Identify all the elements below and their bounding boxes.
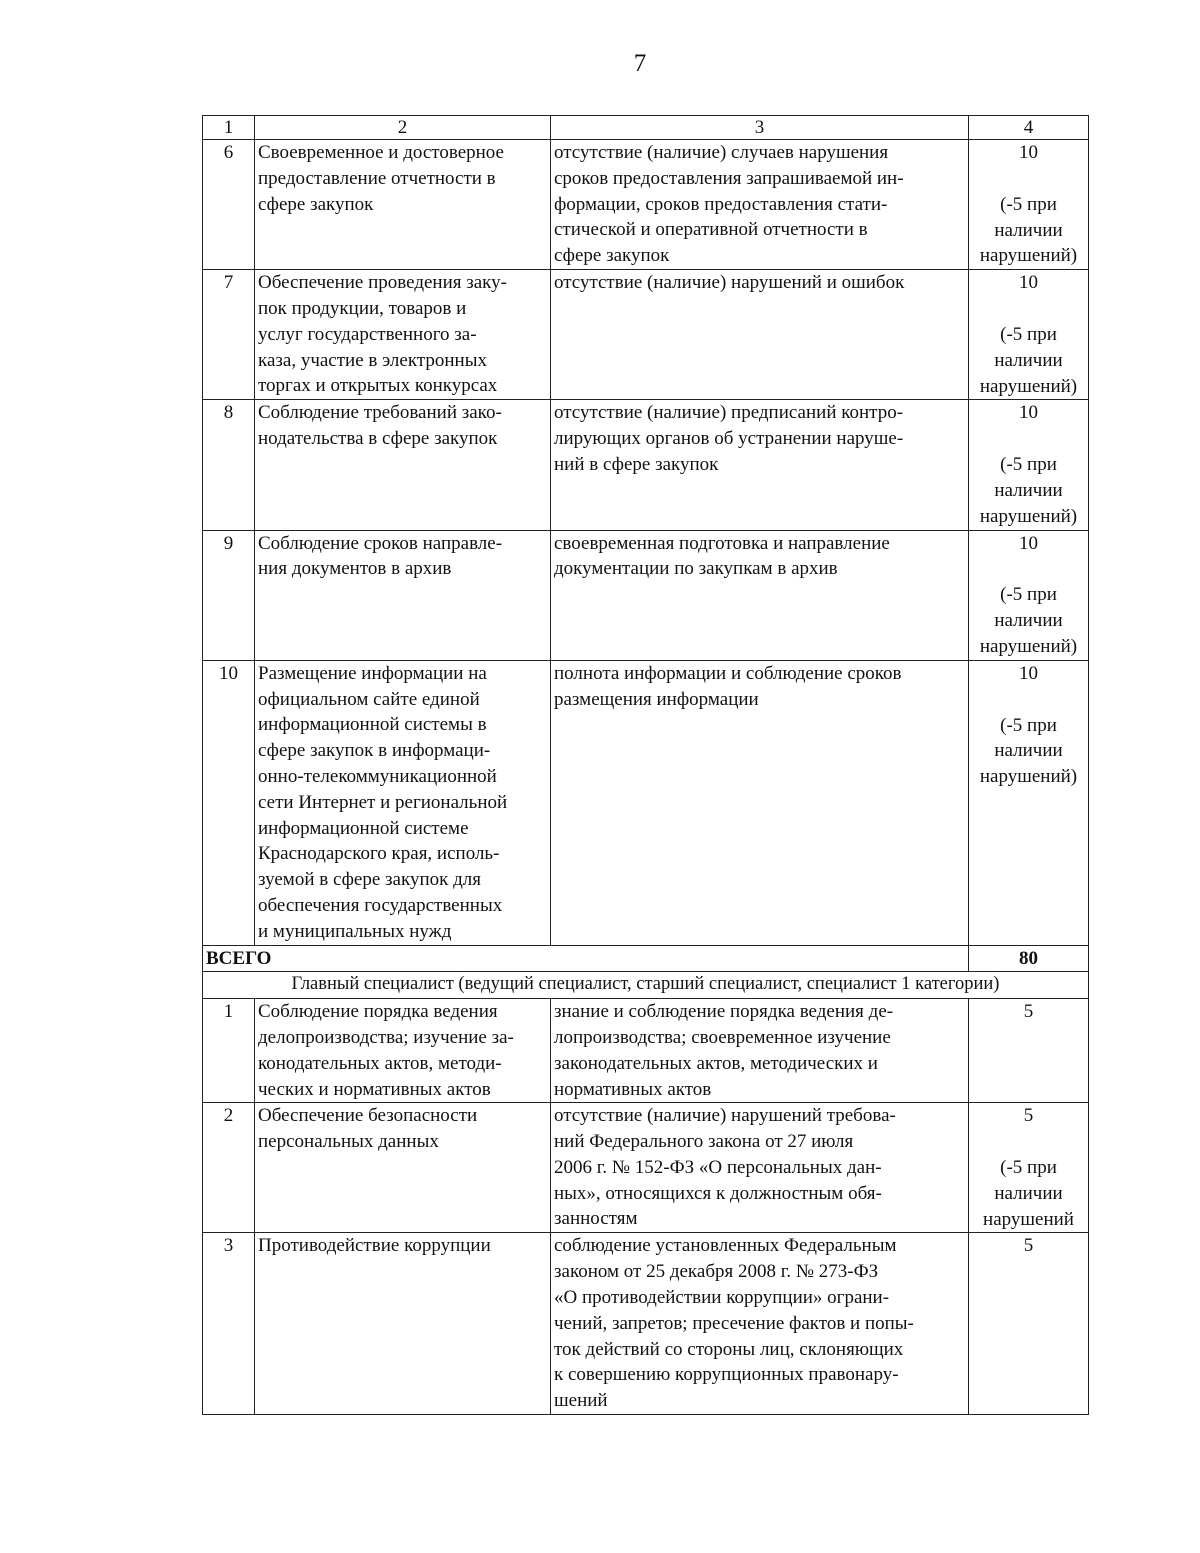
indicator-line: к совершению коррупционных правонару- xyxy=(554,1364,899,1386)
indicator-line: отсутствие (наличие) нарушений и ошибок xyxy=(554,272,905,294)
criterion-cell xyxy=(255,660,551,945)
row-number: 8 xyxy=(203,400,255,530)
penalty-line: (-5 при xyxy=(1000,193,1057,215)
criterion-line: конодательных актов, методи- xyxy=(258,1052,502,1074)
total-row xyxy=(203,945,1089,972)
indicator-line: ний в сфере закупок xyxy=(554,453,719,475)
criterion-line: зуемой в сфере закупок для xyxy=(258,869,481,891)
criterion-line: ческих и нормативных актов xyxy=(258,1078,491,1100)
indicator-line: лопроизводства; своевременное изучение xyxy=(554,1026,891,1048)
section-title: Главный специалист (ведущий специалист, старший специалист, специалист 1 категории) xyxy=(203,972,1089,999)
penalty-note xyxy=(972,556,1085,659)
penalty-line: (-5 при xyxy=(1000,454,1057,476)
table-row xyxy=(203,530,1089,660)
criteria-table xyxy=(202,115,1089,1415)
criterion-line: информационной системе xyxy=(258,817,469,839)
penalty-line: наличии xyxy=(994,349,1063,371)
penalty-note xyxy=(972,296,1085,399)
row-number: 7 xyxy=(203,270,255,400)
criterion-line: официальном сайте единой xyxy=(258,688,480,710)
criterion-line: Своевременное и достоверное xyxy=(258,142,504,163)
table-row xyxy=(203,1103,1089,1233)
score-cell xyxy=(969,270,1089,400)
penalty-note xyxy=(972,426,1085,529)
criterion-line: каза, участие в электронных xyxy=(258,349,487,371)
table-row xyxy=(203,400,1089,530)
row-number: 1 xyxy=(203,999,255,1103)
section-header-row xyxy=(203,972,1089,999)
criterion-line: услуг государственного за- xyxy=(258,323,477,345)
row-number: 6 xyxy=(203,140,255,270)
score-cell xyxy=(969,400,1089,530)
penalty-line: наличии xyxy=(994,479,1063,501)
criterion-line: и муниципальных нужд xyxy=(258,920,452,942)
indicator-cell xyxy=(551,1103,969,1233)
indicator-cell xyxy=(551,140,969,270)
penalty-line: (-5 при xyxy=(1000,323,1057,345)
score-cell xyxy=(969,660,1089,945)
indicator-line: сроков предоставления запрашиваемой ин- xyxy=(554,167,904,189)
penalty-line: (-5 при xyxy=(1000,1157,1057,1179)
indicator-line: соблюдение установленных Федеральным xyxy=(554,1235,897,1257)
penalty-note xyxy=(972,166,1085,269)
criterion-line: Противодействие коррупции xyxy=(258,1235,491,1257)
indicator-line: 2006 г. № 152-ФЗ «О персональных дан- xyxy=(554,1156,882,1178)
criterion-line: Обеспечение безопасности xyxy=(258,1105,478,1127)
indicator-line: полнота информации и соблюдение сроков xyxy=(554,662,902,684)
header-col-4: 4 xyxy=(969,116,1089,140)
indicator-line: занностям xyxy=(554,1208,638,1230)
criterion-line: Соблюдение сроков направле- xyxy=(258,532,503,554)
indicator-line: ных», относящихся к должностным обя- xyxy=(554,1182,882,1204)
indicator-line: размещения информации xyxy=(554,688,759,710)
criterion-line: ния документов в архив xyxy=(258,558,452,580)
criterion-line: нодательства в сфере закупок xyxy=(258,428,498,450)
criterion-cell xyxy=(255,999,551,1103)
score-value: 10 xyxy=(1019,662,1038,684)
criterion-cell xyxy=(255,1233,551,1415)
score-cell xyxy=(969,999,1089,1103)
score-value: 5 xyxy=(1023,1235,1034,1257)
score-cell xyxy=(969,1233,1089,1415)
indicator-line: ток действий со стороны лиц, склоняющих xyxy=(554,1338,904,1360)
criterion-line: пок продукции, товаров и xyxy=(258,297,467,319)
indicator-line: нормативных актов xyxy=(554,1078,712,1100)
indicator-line: документации по закупкам в архив xyxy=(554,558,838,580)
table-row xyxy=(203,140,1089,270)
criterion-line: делопроизводства; изучение за- xyxy=(258,1026,514,1048)
indicator-line: стической и оперативной отчетности в xyxy=(554,219,868,241)
indicator-line: «О противодействии коррупции» ограни- xyxy=(554,1287,890,1309)
total-value: 80 xyxy=(969,945,1089,972)
row-number: 3 xyxy=(203,1233,255,1415)
penalty-line: нарушений) xyxy=(979,505,1078,527)
row-number: 10 xyxy=(203,660,255,945)
criterion-line: Соблюдение требований зако- xyxy=(258,402,502,424)
row-number: 2 xyxy=(203,1103,255,1233)
criterion-line: информационной системы в xyxy=(258,714,487,736)
penalty-line: нарушений) xyxy=(979,766,1078,788)
criterion-cell xyxy=(255,270,551,400)
criterion-line: сети Интернет и региональной xyxy=(258,791,508,813)
criterion-line: предоставление отчетности в xyxy=(258,167,496,189)
penalty-line: нарушений) xyxy=(979,635,1078,657)
criterion-cell xyxy=(255,140,551,270)
penalty-note xyxy=(972,1129,1085,1232)
page-number: 7 xyxy=(633,50,647,77)
score-value: 10 xyxy=(1019,532,1038,554)
criterion-cell xyxy=(255,400,551,530)
criterion-line: обеспечения государственных xyxy=(258,894,503,916)
score-value: 10 xyxy=(1019,402,1038,424)
penalty-line: (-5 при xyxy=(1000,714,1057,736)
indicator-cell xyxy=(551,530,969,660)
indicator-cell xyxy=(551,999,969,1103)
header-col-3: 3 xyxy=(551,116,969,140)
penalty-note xyxy=(972,687,1085,790)
score-cell xyxy=(969,140,1089,270)
indicator-line: законом от 25 декабря 2008 г. № 273-ФЗ xyxy=(554,1261,879,1283)
indicator-line: знание и соблюдение порядка ведения де- xyxy=(554,1001,894,1023)
indicator-line: отсутствие (наличие) предписаний контро- xyxy=(554,402,904,424)
indicator-cell xyxy=(551,660,969,945)
criterion-cell xyxy=(255,530,551,660)
indicator-line: лирующих органов об устранении наруше- xyxy=(554,428,904,450)
row-number: 9 xyxy=(203,530,255,660)
criterion-line: персональных данных xyxy=(258,1131,439,1153)
table-row xyxy=(203,660,1089,945)
indicator-line: формации, сроков предоставления стати- xyxy=(554,193,888,215)
criterion-line: Обеспечение проведения заку- xyxy=(258,272,507,294)
penalty-line: наличии xyxy=(994,1182,1063,1204)
indicator-line: ний Федерального закона от 27 июля xyxy=(554,1131,854,1153)
indicator-line: отсутствие (наличие) нарушений требова- xyxy=(554,1105,896,1127)
criterion-line: Соблюдение порядка ведения xyxy=(258,1001,498,1023)
criterion-line: онно-телекоммуникационной xyxy=(258,765,497,787)
score-value: 10 xyxy=(1019,272,1038,294)
header-col-2: 2 xyxy=(255,116,551,140)
penalty-line: наличии xyxy=(994,610,1063,632)
penalty-line: (-5 при xyxy=(1000,584,1057,606)
indicator-cell xyxy=(551,1233,969,1415)
score-value: 5 xyxy=(1023,1001,1034,1023)
score-cell xyxy=(969,1103,1089,1233)
criterion-line: сфере закупок в информаци- xyxy=(258,740,491,762)
penalty-line: нарушений) xyxy=(979,245,1078,267)
indicator-line: чений, запретов; пресечение фактов и попы- xyxy=(554,1312,914,1334)
penalty-line: нарушений xyxy=(983,1208,1074,1230)
total-label: ВСЕГО xyxy=(203,945,969,972)
table-row xyxy=(203,999,1089,1103)
criterion-line: Размещение информации на xyxy=(258,662,487,684)
indicator-line: своевременная подготовка и направление xyxy=(554,532,890,554)
score-value: 5 xyxy=(1023,1105,1034,1127)
indicator-line: отсутствие (наличие) случаев нарушения xyxy=(554,142,889,163)
penalty-line: нарушений) xyxy=(979,375,1078,397)
criterion-cell xyxy=(255,1103,551,1233)
penalty-line: наличии xyxy=(994,740,1063,762)
score-cell xyxy=(969,530,1089,660)
indicator-line: шений xyxy=(554,1390,608,1412)
indicator-cell xyxy=(551,270,969,400)
header-col-1: 1 xyxy=(203,116,255,140)
header-row xyxy=(203,116,1089,140)
table-row xyxy=(203,1233,1089,1415)
penalty-line: наличии xyxy=(994,219,1063,241)
criterion-line: Краснодарского края, исполь- xyxy=(258,843,500,865)
criterion-line: сфере закупок xyxy=(258,193,374,215)
indicator-line: законодательных актов, методических и xyxy=(554,1052,878,1074)
score-value: 10 xyxy=(1019,142,1038,163)
table-row xyxy=(203,270,1089,400)
indicator-line: сфере закупок xyxy=(554,245,670,267)
indicator-cell xyxy=(551,400,969,530)
criterion-line: торгах и открытых конкурсах xyxy=(258,375,498,397)
